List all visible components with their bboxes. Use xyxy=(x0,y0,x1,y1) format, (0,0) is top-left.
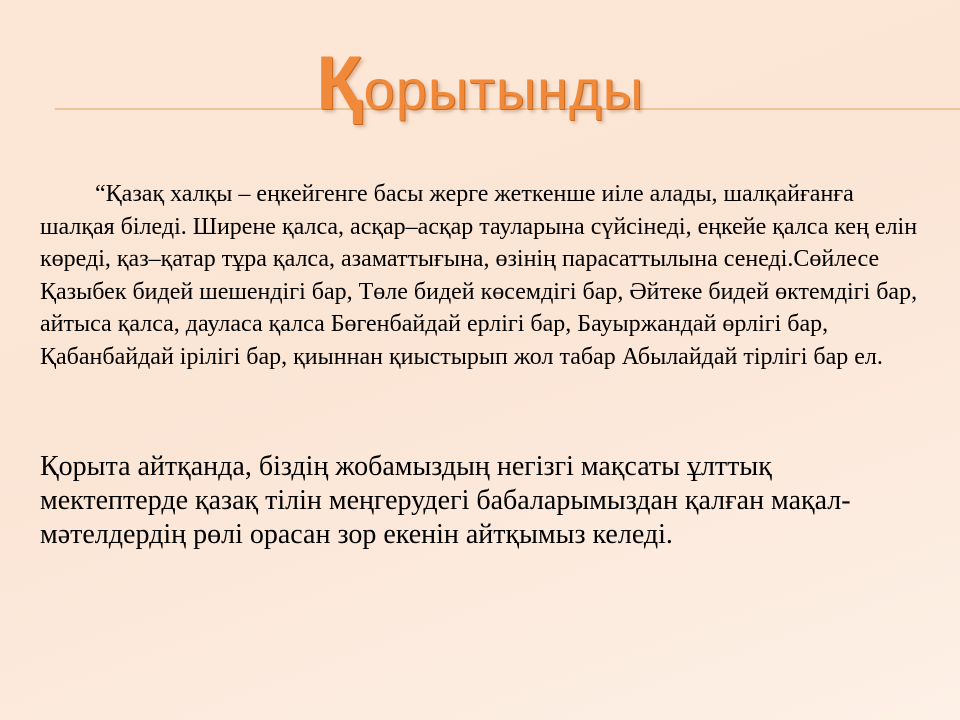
quote-paragraph: “Қазақ халқы – еңкейгенге басы жерге жеткенше иіле алады, шалқайғанға шалқая біледі. Ширене қалса, асқар–асқар тауларына сүйсінеді, еңкейе қалса кең елін көреді, қаз–қатар тұра қалса, азаматтығына, өзінің парасаттылына сенеді.Сөйлесе Қазыбек бидей шешендігі бар, Төле бидей көсемдігі бар, Әйтеке бидей өктемдігі бар, айтыса қалса, дауласа қалса Бөгенбайдай ерлігі бар, Бауыржандай өрлігі бар, Қабанбайдай ірілігі бар, қиыннан қиыстырып жол табар Абылайдай тірлігі бар ел. xyxy=(40,181,918,370)
slide-title-rest: орытынды xyxy=(363,58,644,121)
conclusion-paragraph: Қорыта айтқанда, біздің жобамыздың негізгі мақсаты ұлттық мектептерде қазақ тілін меңгерудегі бабаларымыздан қалған мақал-мәтелдердің рөлі орасан зор екенін айтқымыз келеді. xyxy=(40,451,851,550)
slide-title xyxy=(0,41,960,126)
slide-title-initial: Қ xyxy=(316,41,364,126)
